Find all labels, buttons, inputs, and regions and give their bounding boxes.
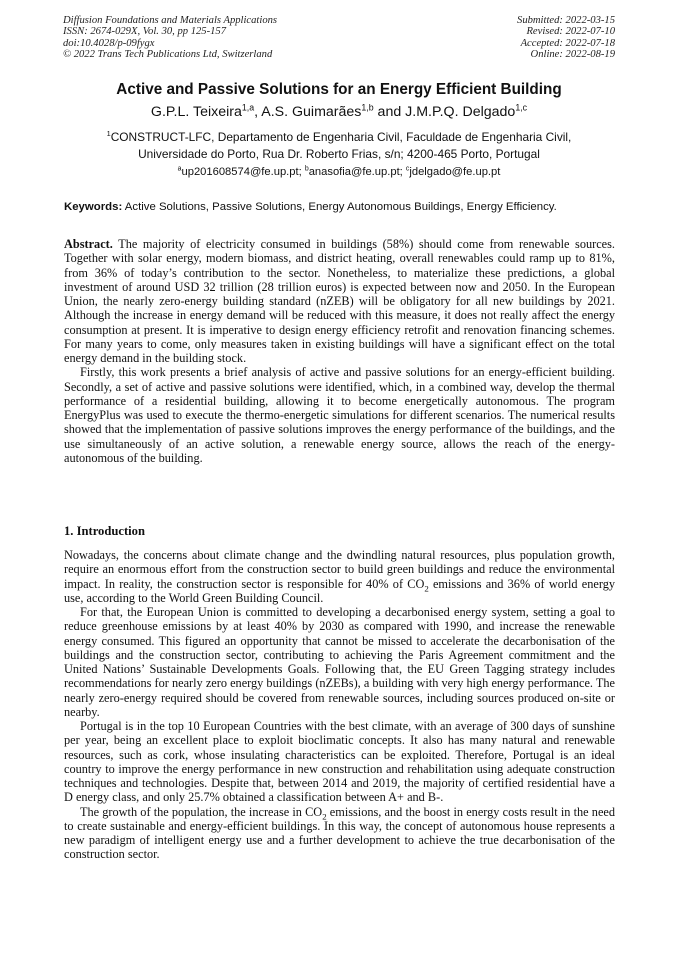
author-marker: 1,b	[361, 102, 374, 113]
email-marker: c	[405, 165, 410, 173]
author-separator: ,	[254, 104, 262, 120]
affiliation-line	[40, 129, 638, 146]
abstract-text: The majority of electricity consumed in buildings (58%) should come from renewable sources. Together with solar energy, modern biomass, and district heating, overall renewables could ramp up to 81%, from 36% of today’s contribution to the sector. Nonetheless, to materialize these predictions, a global investment of around USD 32 trillion (28 trillion euros) is expected between now and 2050. In the European Union, the nearly zero-energy building standard (nZEB) will be obligatory for all new buildings by 2021. Although the increase in energy demand will be reduced with this measure, it does not really affect the energy consumption at present. It is imperative to design energy efficiency retrofit and renovation financing schemes. For many years to come, only measures taken in existing buildings will have a significant effect on the total energy demand in the building stock.	[64, 237, 615, 365]
abstract-paragraph: Firstly, this work presents a brief analysis of active and passive solutions for an energy-efficient building. Secondly, a set of active and passive solutions were identified, which, in a combined way, develop the thermal performance of a residential building, allowing it to become energetically autonomous. The program EnergyPlus was used to execute the thermo-energetic simulations for different scenarios. The numerical results showed that the implementation of passive solutions improves the energy performance of the buildings, and the use simultaneously of an active solution, a renewable energy source, allows the reach of the energy-autonomous of the building.	[64, 365, 615, 465]
author-marker: 1,c	[515, 102, 528, 113]
date-online: Online: 2022-08-19	[530, 49, 615, 61]
email-link[interactable]: up201608574@fe.up.pt;	[181, 166, 305, 178]
paper-title: Active and Passive Solutions for an Energy Efficient Building	[116, 81, 562, 98]
keywords-label: Keywords:	[64, 201, 123, 213]
section-heading: 1. Introduction	[64, 524, 145, 538]
body-paragraph	[64, 805, 615, 862]
affiliation	[40, 129, 638, 162]
copyright: © 2022 Trans Tech Publications Ltd, Switzerland	[63, 49, 273, 61]
affiliation-line: Universidade do Porto, Rua Dr. Roberto Frias, s/n; 4200-465 Porto, Portugal	[138, 146, 540, 161]
abstract-paragraph	[64, 237, 615, 365]
issn-volume: ISSN: 2674-029X, Vol. 30, pp 125-157	[63, 26, 227, 38]
introduction-body	[64, 548, 615, 862]
journal-name: Diffusion Foundations and Materials Applications	[63, 15, 278, 26]
email-link[interactable]: anasofia@fe.up.pt;	[308, 166, 406, 178]
author-name: A.S. Guimarães	[261, 104, 362, 120]
affiliation-marker: 1	[106, 129, 111, 139]
journal-info	[63, 15, 277, 61]
doi: doi:10.4028/p-09fygx	[63, 37, 155, 49]
author-list	[40, 104, 638, 120]
publication-dates	[517, 15, 615, 61]
date-accepted: Accepted: 2022-07-18	[520, 37, 615, 49]
keywords-text: Active Solutions, Passive Solutions, Energy Autonomous Buildings, Energy Efficiency.	[122, 201, 557, 213]
email-marker: a	[177, 165, 182, 173]
author-separator: and	[373, 104, 406, 120]
author-emails	[40, 166, 638, 178]
abstract-label: Abstract.	[64, 237, 113, 251]
author-name: G.P.L. Teixeira	[150, 104, 242, 120]
date-submitted: Submitted: 2022-03-15	[517, 15, 615, 26]
subscript: 2	[424, 582, 429, 593]
email-link[interactable]: jdelgado@fe.up.pt	[409, 166, 501, 178]
author-marker: 1,a	[241, 102, 255, 113]
paragraph-text: emissions, and the boost in energy costs result in the need to create sustainable and energy-efficient buildings. In this way, the concept of autonomous house represents a new paradigm of intelligent energy use and a further development to achieve the true decarbonisation of the construction sector.	[64, 804, 616, 862]
subscript: 2	[322, 810, 327, 821]
body-paragraph: For that, the European Union is committed to developing a decarbonised energy system, setting a goal to reduce greenhouse emissions by at least 40% by 2030 as compared with 1990, and increase the renewable energy consumed. This figured an opportunity that cannot be missed to accelerate the decarbonisation of the buildings and the construction sector, contributing to achieving the Paris Agreement commitment and the United Nations’ Sustainable Developments Goals. Following that, the EU Green Tagging strategy includes recommendations for nearly zero energy buildings (nZEBs), a building with very high energy performance. The nearly zero-energy required should be covered from renewable sources, including sources produced on-site or nearby.	[64, 605, 615, 719]
author-name: J.M.P.Q. Delgado	[405, 104, 516, 120]
paragraph-text: The growth of the population, the increase in CO	[80, 804, 323, 819]
affiliation-text: CONSTRUCT-LFC, Departamento de Engenharia Civil, Faculdade de Engenharia Civil,	[110, 130, 572, 144]
body-paragraph: Portugal is in the top 10 European Countries with the best climate, with an average of 300 days of sunshine per year, being an excellent place to exploit bioclimatic concepts. It also has many natural and renewable resources, such as cork, whose insulating characteristics can be exploited. Therefore, Portugal is an ideal country to improve the energy performance in new construction and rehabilitation using adequate construction techniques and technologies. Despite that, between 2014 and 2019, the majority of certified residential have a D energy class, and only 25.7% obtained a classification between A+ and B-.	[64, 719, 615, 805]
date-revised: Revised: 2022-07-10	[526, 26, 615, 38]
abstract	[64, 237, 615, 465]
keywords	[64, 201, 624, 213]
email-marker: b	[304, 165, 309, 173]
paragraph-text: emissions and 36% of world energy use, according to the World Green Building Council.	[64, 576, 615, 605]
paragraph-text: Nowadays, the concerns about climate change and the dwindling natural resources, plus population growth, require an enormous effort from the construction sector to build green buildings and reduce the environmental impact. In reality, the construction sector is responsible for 40% of CO	[64, 548, 615, 591]
body-paragraph	[64, 548, 615, 605]
